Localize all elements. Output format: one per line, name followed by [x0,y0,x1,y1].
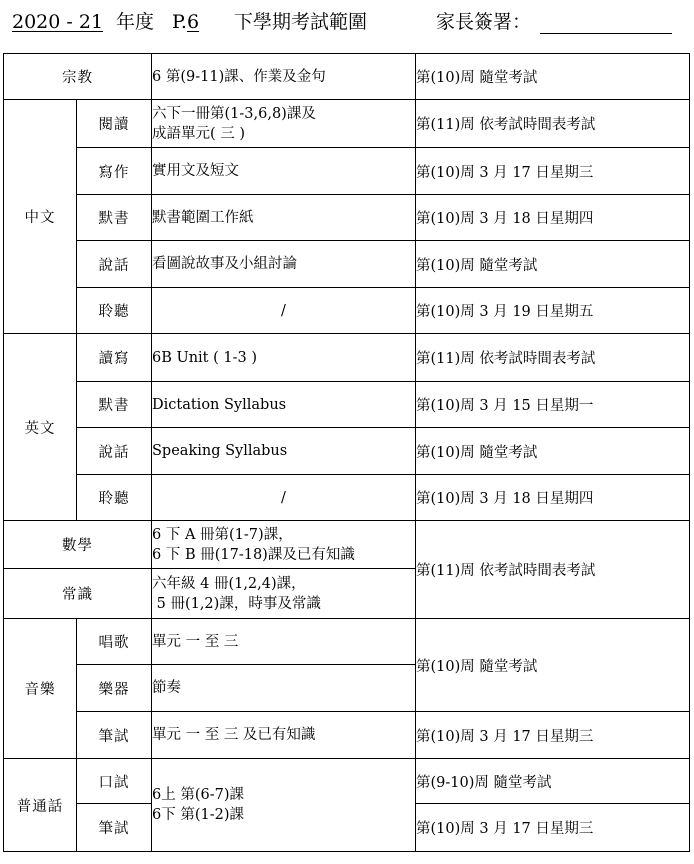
subject-music: 音樂 [4,619,77,759]
week-math-general: 第(11)周 依考試時間表考試 [416,521,690,619]
part-chinese-listening: 聆聽 [77,288,152,334]
week-english-readwrite: 第(11)周 依考試時間表考試 [416,334,690,382]
part-putonghua-written: 筆試 [77,804,152,852]
school-year: 2020 - 21 [12,11,104,33]
scope-english-speaking: Speaking Syllabus [152,428,416,475]
subject-math: 數學 [4,521,152,569]
scope-music-instrument: 節奏 [152,665,416,712]
part-english-dictation: 默書 [77,382,152,428]
scope-line: 六年級 4 冊(1,2,4)課， [152,575,306,592]
scope-english-readwrite: 6B Unit ( 1-3 ) [152,334,416,382]
parent-signature-label: 家長簽署： [436,11,532,33]
scope-line: 5 冊(1,2)課，時事及常識 [152,595,321,612]
part-music-written: 筆試 [77,712,152,759]
exam-scope-table [3,53,690,852]
grade-label [172,10,199,34]
subject-english: 英文 [4,334,77,521]
part-music-singing: 唱歌 [77,619,152,665]
scope-chinese-writing: 實用文及短文 [152,148,416,195]
part-english-readwrite: 讀寫 [77,334,152,382]
scope-putonghua [152,759,416,852]
week-music-singing-instrument: 第(10)周 隨堂考試 [416,619,690,712]
scope-line: 成語單元( 三 ) [152,125,246,142]
week-chinese-listening: 第(10)周 3 月 19 日星期五 [416,288,690,334]
page-title: 下學期考試範圍 [234,11,368,33]
week-putonghua-written: 第(10)周 3 月 17 日星期三 [416,804,690,852]
week-music-written: 第(10)周 3 月 17 日星期三 [416,712,690,759]
row-chinese-dictation [4,195,690,241]
subject-chinese: 中文 [4,100,77,334]
part-putonghua-oral: 口試 [77,759,152,804]
grade-prefix: P. [172,11,187,33]
scope-chinese-listening: / [152,288,416,334]
row-math [4,521,690,569]
week-english-listening: 第(10)周 3 月 18 日星期四 [416,475,690,521]
row-english-readwrite [4,334,690,382]
part-english-listening: 聆聽 [77,475,152,521]
grade-number: 6 [186,11,200,33]
row-music-singing [4,619,690,665]
week-chinese-writing: 第(10)周 3 月 17 日星期三 [416,148,690,195]
row-chinese-listening [4,288,690,334]
part-music-instrument: 樂器 [77,665,152,712]
row-chinese-reading [4,100,690,148]
week-chinese-speaking: 第(10)周 隨堂考試 [416,241,690,288]
parent-signature-line [540,33,672,34]
scope-line: 6下 第(1-2)課 [152,807,244,823]
week-chinese-reading: 第(11)周 依考試時間表考試 [416,100,690,148]
week-putonghua-oral: 第(9-10)周 隨堂考試 [416,759,690,804]
page-header [0,0,694,50]
part-chinese-writing: 寫作 [77,148,152,195]
row-religion [4,54,690,100]
scope-chinese-reading [152,100,416,148]
row-english-listening [4,475,690,521]
scope-general-studies [152,569,416,619]
scope-chinese-dictation: 默書範圍工作紙 [152,195,416,241]
scope-line: 6上 第(6-7)課 [152,787,244,803]
scope-music-written: 單元 一 至 三 及已有知識 [152,712,416,759]
part-english-speaking: 說話 [77,428,152,475]
row-english-speaking [4,428,690,475]
scope-religion: 6 第(9-11)課、作業及金句 [152,54,416,100]
part-chinese-reading: 閱讀 [77,100,152,148]
row-putonghua-oral [4,759,690,804]
week-chinese-dictation: 第(10)周 3 月 18 日星期四 [416,195,690,241]
scope-line: 6 下 A 冊第(1-7)課， [152,526,293,543]
scope-english-dictation: Dictation Syllabus [152,382,416,428]
scope-line: 6 下 B 冊(17-18)課及已有知識 [152,546,355,563]
row-english-dictation [4,382,690,428]
row-chinese-speaking [4,241,690,288]
part-chinese-speaking: 說話 [77,241,152,288]
scope-line: 六下一冊第(1-3,6,8)課及 [152,105,316,122]
scope-english-listening: / [152,475,416,521]
row-chinese-writing [4,148,690,195]
scope-music-singing: 單元 一 至 三 [152,619,416,665]
scope-chinese-speaking: 看圖說故事及小組討論 [152,241,416,288]
school-year-suffix: 年度 [116,11,155,33]
week-english-speaking: 第(10)周 隨堂考試 [416,428,690,475]
subject-general-studies: 常識 [4,569,152,619]
row-music-written [4,712,690,759]
week-religion: 第(10)周 隨堂考試 [416,54,690,100]
subject-putonghua: 普通話 [4,759,77,852]
subject-religion: 宗教 [4,54,152,100]
week-english-dictation: 第(10)周 3 月 15 日星期一 [416,382,690,428]
scope-math [152,521,416,569]
part-chinese-dictation: 默書 [77,195,152,241]
